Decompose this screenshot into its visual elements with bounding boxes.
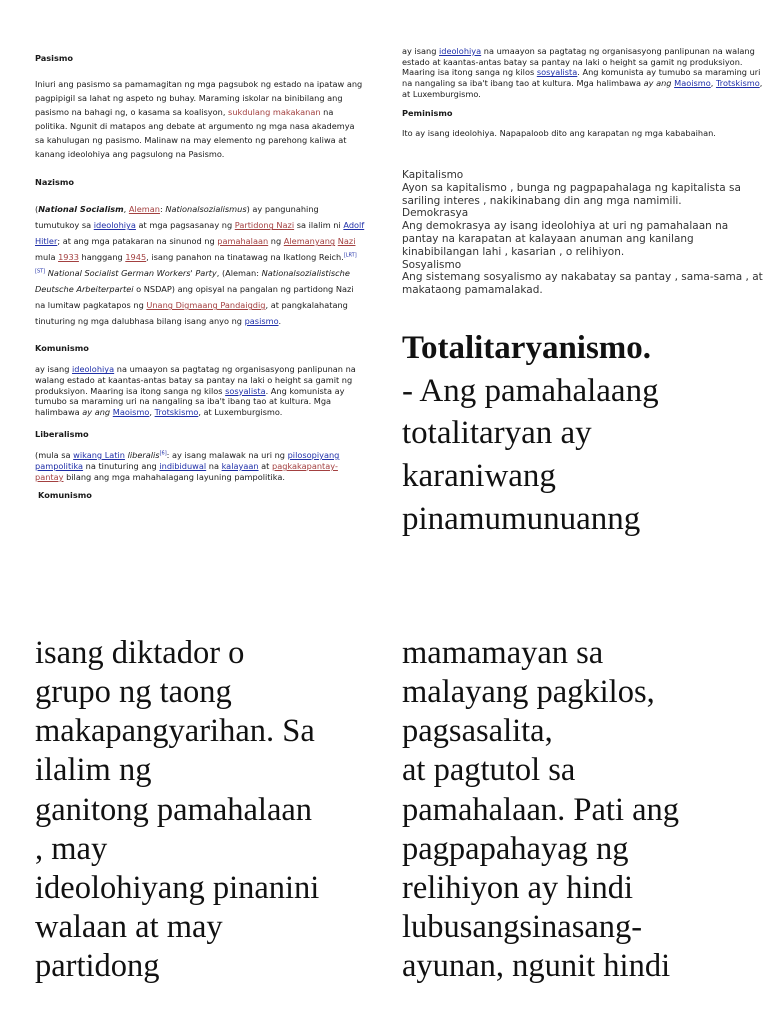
text-line: partidong xyxy=(35,948,160,985)
demokrasya-text: Ang demokrasya ay isang ideolohiya at uri ng pamahalaan na pantay na karapatan at kalayaan anuman ang kanilang kinabibilangan lahi , kasarian , o relihiyon. xyxy=(402,220,729,258)
left-top-column xyxy=(35,52,365,501)
totalitaryanismo-title: Totalitaryanismo. xyxy=(402,330,652,366)
sosyalismo-label: Sosyalismo xyxy=(402,258,462,271)
text-line: mamamayan sa xyxy=(402,635,604,671)
text-line: pagsasalita, xyxy=(402,713,553,750)
ideolohiya-link[interactable]: ideolohiya xyxy=(93,220,136,231)
sosyalismo-text: Ang sistemang sosyalismo ay nakabatay sa pantay , sama-sama , at makataong pamamalakad. xyxy=(402,271,763,297)
pasismo-paragraph: Iniuri ang pasismo sa pamamagitan ng mga pagsubok ng estado na ipataw ang pagpipigil sa lahat ng aspeto ng buhay. Maraming iskolar na binibilang ang pasismo na bahagi ng, o kasama sa koalisyon, sukdulang makakanan na politika. Ngunit di matapos ang debate at argumento ng mga nasa akademya sa kahulugan ng pasismo. Malinaw na may elemento ng parehong kaliwa at kanang ideolohiya ang pagsulong na Pasismo. xyxy=(35,79,363,159)
totalitaryanismo-block xyxy=(402,327,752,540)
text-line: pamahalaan. Pati ang xyxy=(402,791,680,828)
ideolohiya-link[interactable]: ideolohiya xyxy=(72,364,115,375)
ideology-summary-block xyxy=(402,169,764,297)
sukdulang-makakanan-link[interactable]: sukdulang makakanan xyxy=(228,107,321,118)
kapitalismo-text: Ayon sa kapitalismo , bunga ng pagpapahalaga ng kapitalista sa sariling interes , nakikinabang din ang mga namimili. xyxy=(402,181,741,207)
partidong-nazi-link[interactable]: Partidong Nazi xyxy=(234,220,295,231)
text-line: pagpapahayag ng xyxy=(402,830,629,867)
text-line: at pagtutol sa xyxy=(402,752,576,789)
maoismo-link[interactable]: Maoismo xyxy=(112,407,150,418)
liberalismo-paragraph: (mula sa wikang Latin liberalis[6]: ay isang malawak na uri ng pilosopiyang pampolitika na tinuturing ang indibiduwal na kalayaan at pagkakapantay-pantay bilang ang mga mahahalagang layuning pampolitika. xyxy=(35,449,340,483)
nazismo-heading: Nazismo xyxy=(35,176,74,187)
year-1933-link[interactable]: 1933 xyxy=(58,252,79,263)
pasismo-heading: Pasismo xyxy=(35,53,74,63)
demokrasya-label: Demokrasya xyxy=(402,207,469,220)
maoismo-link[interactable]: Maoismo xyxy=(674,77,711,88)
kalayaan-link[interactable]: kalayaan xyxy=(221,461,259,472)
sosyalista-link[interactable]: sosyalista xyxy=(225,385,266,396)
nazismo-paragraph: (National Socialism, Aleman: Nationalsozialismus) ay pangunahing tumutukoy sa ideolohiya at mga pagsasanay ng Partidong Nazi sa ilalim ni Adolf Hitler; at ang mga patakaran na sinunod ng pamahalaan ng Alemanyang Nazi mula 1933 hanggang 1945, isang panahon na tinatawag na Ikatlong Reich.[LRT] [ST] National Socialist German Workers' Party, (Aleman: Nationalsozialistische Deutsche Arbeiterpartei o NSDAP) ang opisyal na pangalan ng partidong Nazi na lumitaw pagkatapos ng Unang Digmaang Pandaigdig, at pangkalahatang tinuturing ng mga dalubhasa bilang isang anyo ng pasismo. xyxy=(35,204,365,327)
sosyalista-link[interactable]: sosyalista xyxy=(536,67,578,78)
text-line: isang diktador o xyxy=(35,635,245,671)
year-1945-link[interactable]: 1945 xyxy=(125,252,147,263)
citation-superscript[interactable]: [LRT] [ST] xyxy=(35,252,357,275)
peminismo-paragraph: Ito ay isang ideolohiya. Napapaloob dito ang karapatan ng mga kababaihan. xyxy=(402,127,716,138)
nazi-link[interactable]: Nazi xyxy=(337,236,356,247)
citation-superscript[interactable]: [6] xyxy=(159,450,167,457)
text-line: relihiyon ay hindi xyxy=(402,869,634,906)
pagkakapantay-link[interactable]: pagkakapantay-pantay xyxy=(35,461,338,483)
text-line: makapangyarihan. Sa xyxy=(35,713,315,750)
liberalismo-heading: Liberalismo xyxy=(35,428,89,439)
komunismo-paragraph: ay isang ideolohiya na umaayon sa pagtatag ng organisasyong panlipunan na walang estado at kaantas-antas batay sa pantay na laki o height sa gamit ng produksiyon. Maaring isa itong sanga ng kilos sosyalista. Ang komunista ay tumubo sa maraming uri na nangaling sa iba't ibang tao at kultura. Mga halimbawa ay ang Maoismo, Trotskismo, at Luxemburgismo. xyxy=(402,46,763,99)
bottom-right-column xyxy=(402,634,762,986)
text-line: grupo ng taong xyxy=(35,674,232,711)
pasismo-link[interactable]: pasismo xyxy=(244,316,279,327)
text-line: ilalim ng xyxy=(35,752,152,789)
pilosopiyang-link[interactable]: pilosopiyang xyxy=(287,449,340,460)
komunismo-heading: Komunismo xyxy=(35,343,89,354)
pamahalaan-link[interactable]: pamahalaan xyxy=(217,236,269,247)
text-line: , may xyxy=(35,830,108,867)
text-line: ideolohiyang pinanini xyxy=(35,869,320,906)
wikang-latin-link[interactable]: wikang Latin xyxy=(73,449,125,460)
kapitalismo-label: Kapitalismo xyxy=(402,169,464,181)
text-line: ayunan, ngunit hindi xyxy=(402,948,671,985)
indibiduwal-link[interactable]: indibiduwal xyxy=(159,461,207,472)
bottom-left-column xyxy=(35,634,375,986)
trotskismo-link[interactable]: Trotskismo xyxy=(154,407,199,418)
ideolohiya-link[interactable]: ideolohiya xyxy=(439,46,482,56)
komunismo-paragraph: ay isang ideolohiya na umaayon sa pagtatag ng organisasyong panlipunan na walang estado at kaantas-antas batay sa pantay na laki o height sa gamit ng produksiyon. Maaring isa itong sanga ng kilos sosyalista. Ang komunista ay tumubo sa maraming uri na nangaling sa iba't ibang tao at kultura. Mga halimbawa ay ang Maoismo, Trotskismo, at Luxemburgismo. xyxy=(35,364,356,418)
alemanyang-link[interactable]: Alemanyang xyxy=(283,236,336,247)
totalitaryanismo-text: - Ang pamahalaang totalitaryan ay karaniwang pinamumunuanng xyxy=(402,372,659,537)
adolf-hitler-link[interactable]: Adolf Hitler xyxy=(35,220,365,247)
pampolitika-link[interactable]: pampolitika xyxy=(35,461,84,472)
trotskismo-link[interactable]: Trotskismo xyxy=(715,77,760,88)
right-top-column xyxy=(402,46,764,144)
peminismo-heading: Peminismo xyxy=(402,108,453,119)
text-line: malayang pagkilos, xyxy=(402,674,655,711)
text-line: lubusangsinasang- xyxy=(402,909,643,946)
komunismo-heading-2: Komunismo xyxy=(38,490,92,501)
aleman-link[interactable]: Aleman xyxy=(128,204,160,215)
unang-digmaang-link[interactable]: Unang Digmaang Pandaigdig xyxy=(146,300,266,311)
text-line: walaan at may xyxy=(35,909,223,946)
text-line: ganitong pamahalaan xyxy=(35,791,313,828)
